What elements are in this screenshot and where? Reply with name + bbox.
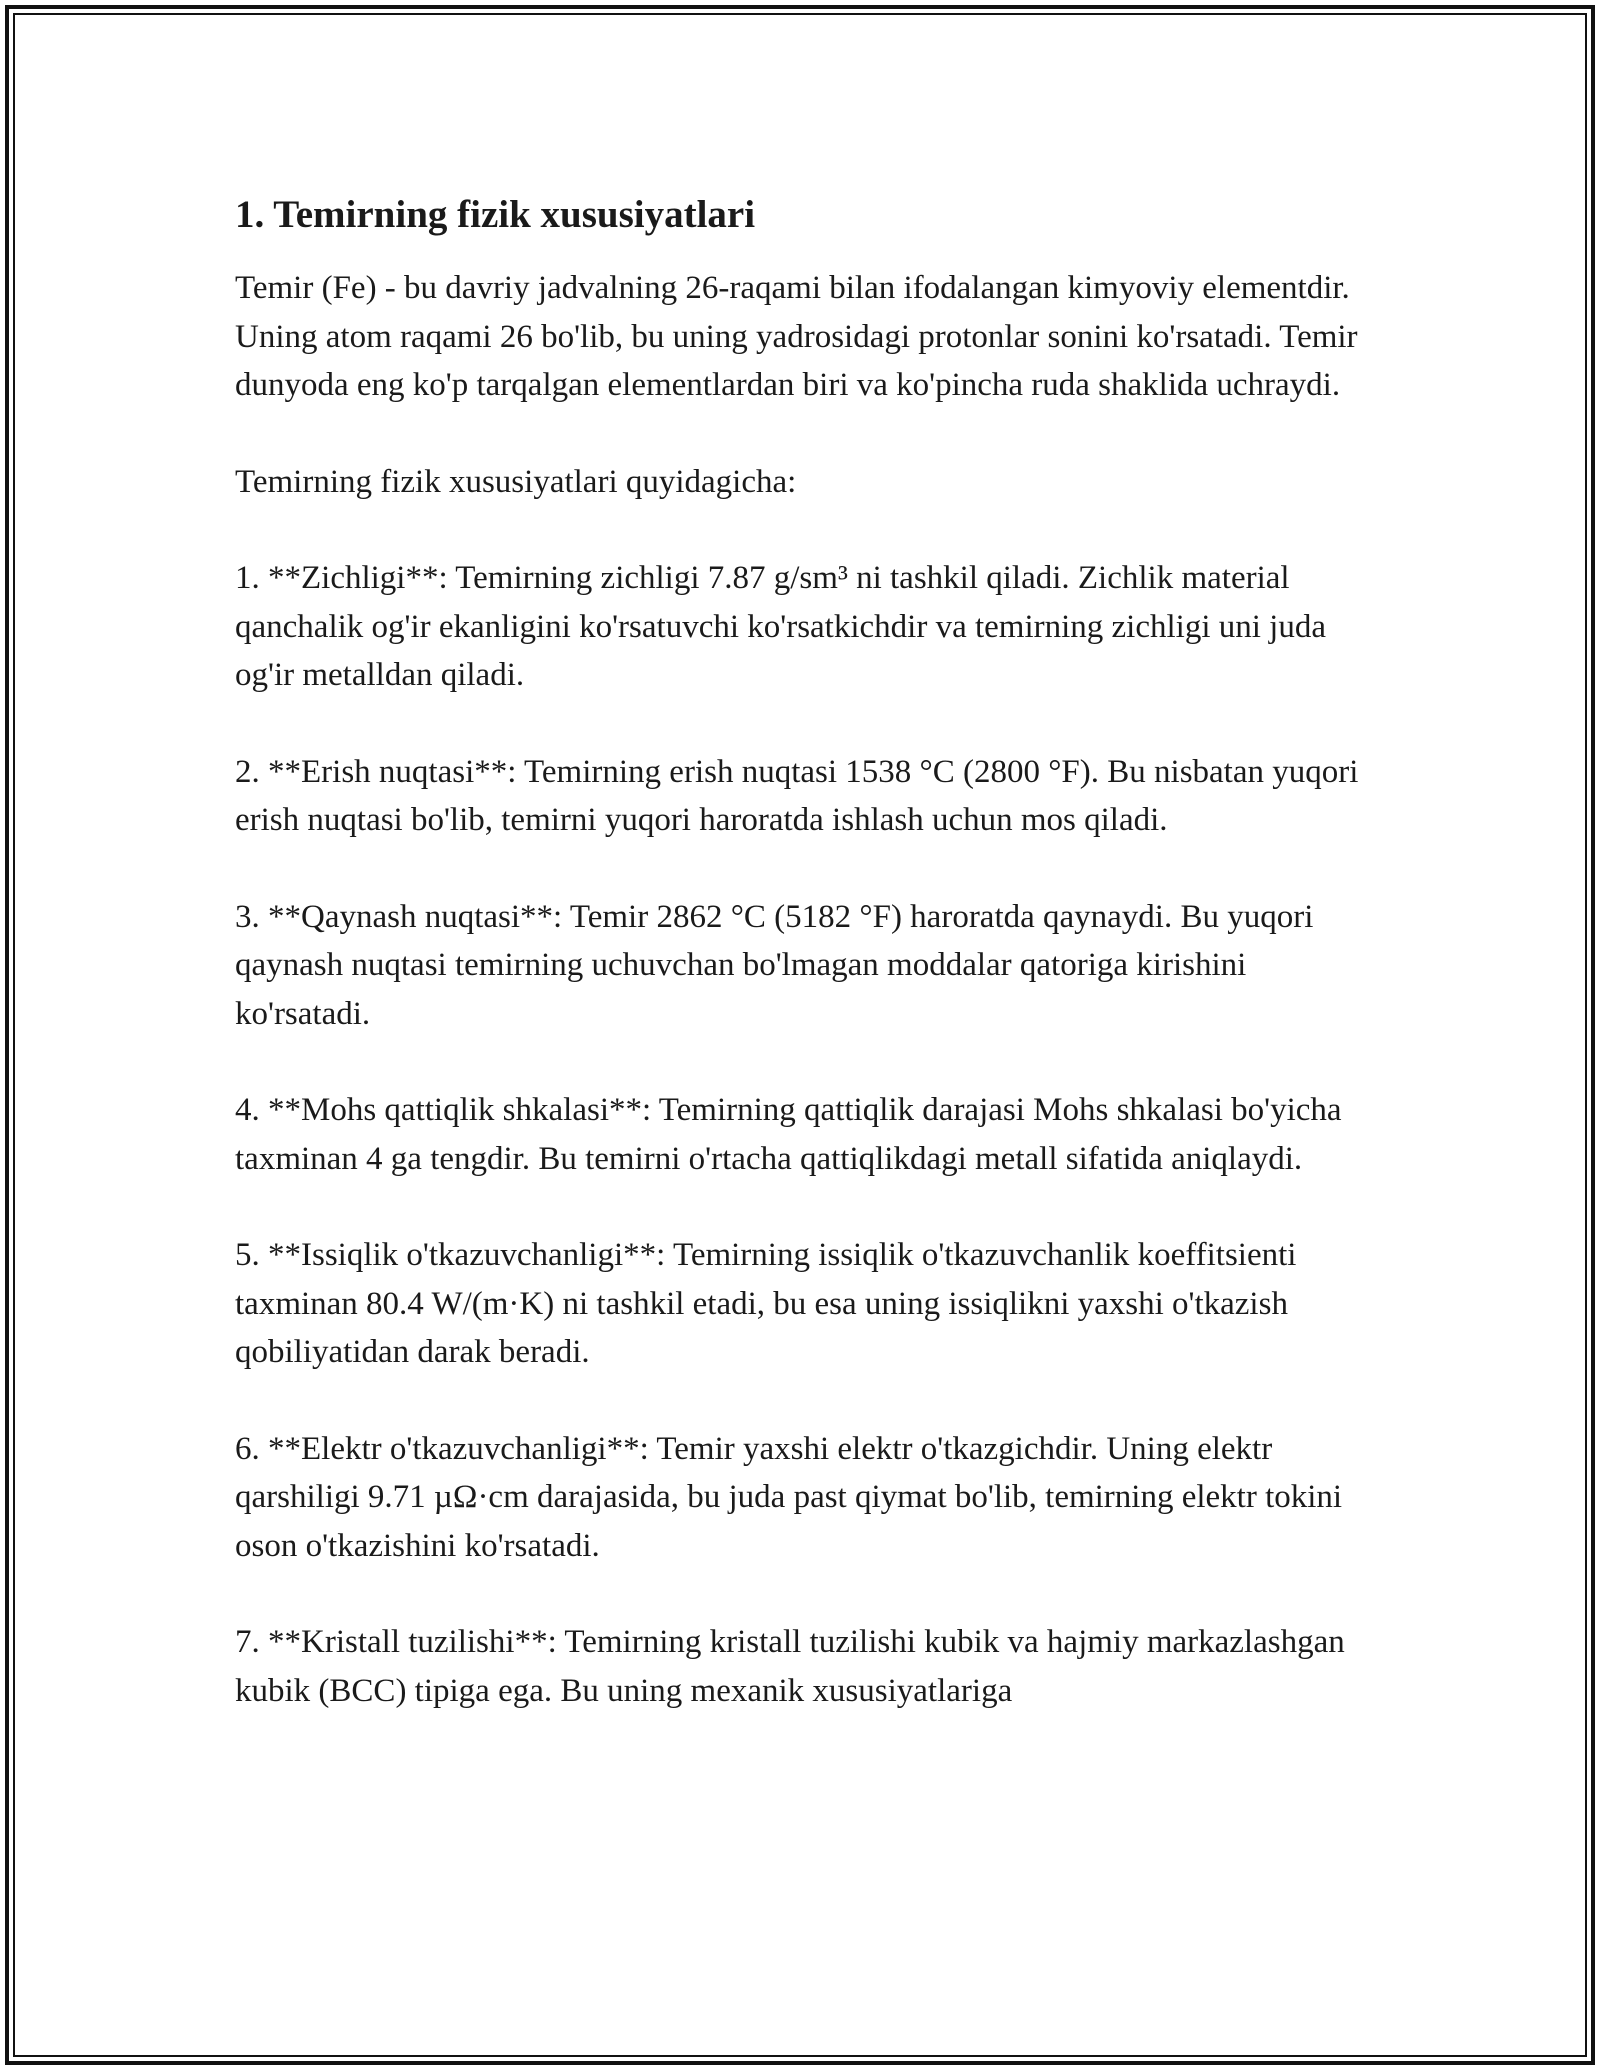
paragraph-intro: Temir (Fe) - bu davriy jadvalning 26-raqami bilan ifodalangan kimyoviy elementdir. Uning atom raqami 26 bo'lib, bu uning yadrosidagi protonlar sonini ko'rsatadi. Temir dunyoda eng ko'p tarqalgan elementlardan biri va ko'pincha ruda shaklida uchraydi.: [235, 270, 1358, 403]
paragraph-density: 1. **Zichligi**: Temirning zichligi 7.87 g/sm³ ni tashkil qiladi. Zichlik material qanchalik og'ir ekanligini ko'rsatuvchi ko'rsatkichdir va temirning zichligi uni juda og'ir metalldan qiladi.: [235, 560, 1326, 693]
paragraph-list-heading: Temirning fizik xususiyatlari quyidagicha:: [235, 463, 797, 500]
document-title: 1. Temirning fizik xususiyatlari: [235, 193, 756, 236]
document-body: [235, 188, 1375, 1715]
paragraph-boiling-point: 3. **Qaynash nuqtasi**: Temir 2862 °C (5182 °F) haroratda qaynaydi. Bu yuqori qaynash nuqtasi temirning uchuvchan bo'lmagan moddalar qatoriga kirishini ko'rsatadi.: [235, 898, 1314, 1032]
paragraph-melting-point: 2. **Erish nuqtasi**: Temirning erish nuqtasi 1538 °C (2800 °F). Bu nisbatan yuqori erish nuqtasi bo'lib, temirni yuqori haroratda ishlash uchun mos qiladi.: [235, 753, 1359, 838]
paragraph-thermal-conductivity: 5. **Issiqlik o'tkazuvchanligi**: Temirning issiqlik o'tkazuvchanlik koeffitsienti taxminan 80.4 W/(m·K) ni tashkil etadi, bu esa uning issiqlikni yaxshi o'tkazish qobiliyatidan darak beradi.: [235, 1237, 1297, 1370]
paragraph-electrical-conductivity: 6. **Elektr o'tkazuvchanligi**: Temir yaxshi elektr o'tkazgichdir. Uning elektr qarshiligi 9.71 µΩ·cm darajasida, bu juda past qiymat bo'lib, temirning elektr tokini oson o'tkazishini ko'rsatadi.: [235, 1430, 1343, 1564]
paragraph-crystal-structure: 7. **Kristall tuzilishi**: Temirning kristall tuzilishi kubik va hajmiy markazlashgan kubik (BCC) tipiga ega. Bu uning mexanik xususiyatlariga: [235, 1624, 1345, 1709]
paragraph-mohs-hardness: 4. **Mohs qattiqlik shkalasi**: Temirning qattiqlik darajasi Mohs shkalasi bo'yicha taxminan 4 ga tengdir. Bu temirni o'rtacha qattiqlikdagi metall sifatida aniqlaydi.: [235, 1092, 1342, 1177]
